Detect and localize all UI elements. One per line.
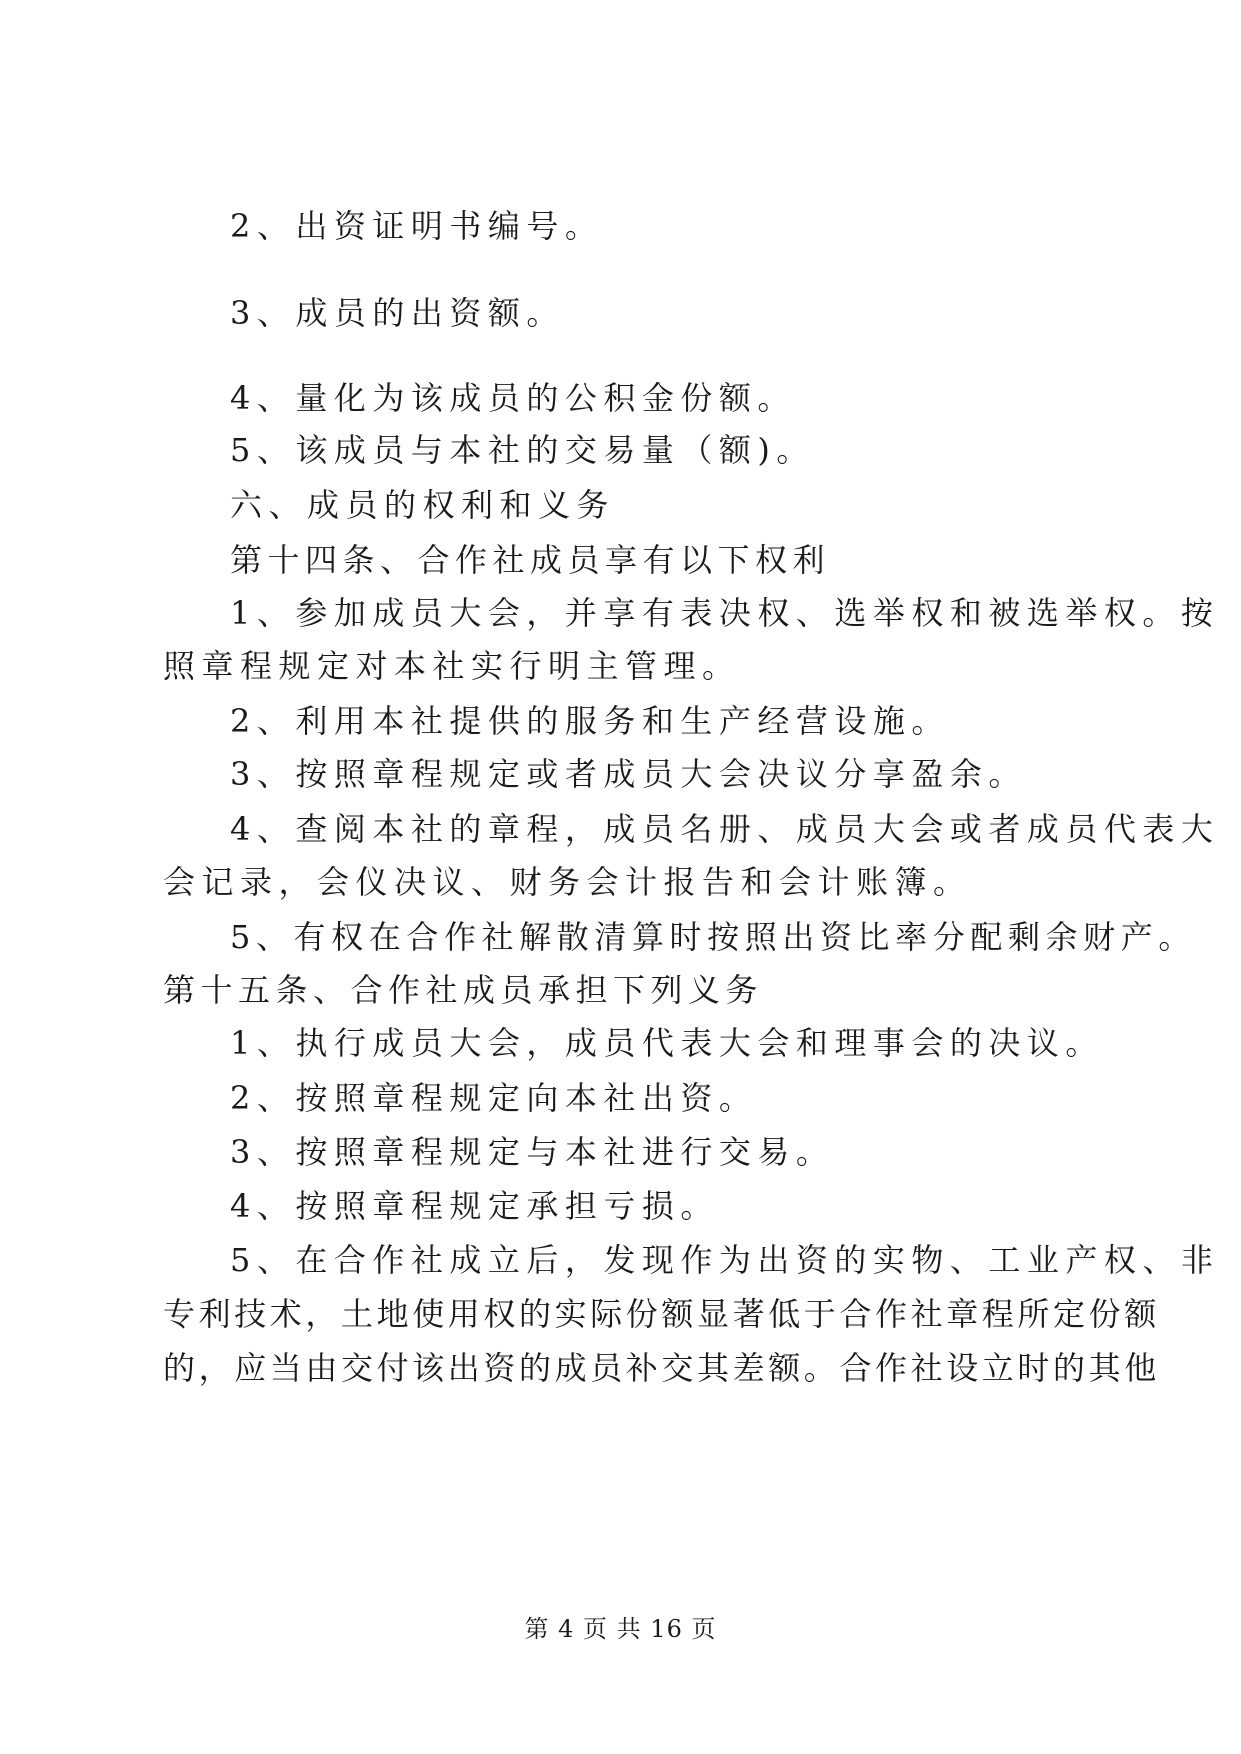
text-line: 5、有权在合作社解散清算时按照出资比率分配剩余财产。 [230,918,1196,956]
text-line: 5、该成员与本社的交易量（额)。 [230,431,815,469]
text-line: 专利技术，土地使用权的实际份额显著低于合作社章程所定份额 [163,1295,1160,1333]
text-line: 1、参加成员大会，并享有表决权、选举权和被选举权。按 [230,594,1220,632]
page-number-footer: 第 4 页 共 16 页 [524,1615,717,1643]
text-line: 2、出资证明书编号。 [230,207,604,245]
text-line: 4、量化为该成员的公积金份额。 [230,379,796,417]
text-line: 3、按照章程规定或者成员大会决议分享盈余。 [230,755,1027,793]
text-line: 4、按照章程规定承担亏损。 [230,1187,719,1225]
text-line: 第十五条、合作社成员承担下列义务 [163,971,764,1009]
text-line: 2、利用本社提供的服务和生产经营设施。 [230,702,950,740]
text-line: 2、按照章程规定向本社出资。 [230,1079,758,1117]
text-line: 4、查阅本社的章程，成员名册、成员大会或者成员代表大 [230,810,1220,848]
text-line: 第十四条、合作社成员享有以下权利 [230,541,831,579]
text-line: 会记录，会仪决议、财务会计报告和会计账簿。 [163,863,972,901]
text-line: 的，应当由交付该出资的成员补交其差额。合作社设立时的其他 [163,1349,1160,1387]
text-line: 5、在合作社成立后，发现作为出资的实物、工业产权、非 [230,1241,1220,1279]
text-line: 1、执行成员大会，成员代表大会和理事会的决议。 [230,1024,1104,1062]
text-line: 3、成员的出资额。 [230,294,565,332]
text-line: 照章程规定对本社实行明主管理。 [163,647,741,685]
text-line: 六、成员的权利和义务 [230,486,616,524]
text-line: 3、按照章程规定与本社进行交易。 [230,1133,835,1171]
